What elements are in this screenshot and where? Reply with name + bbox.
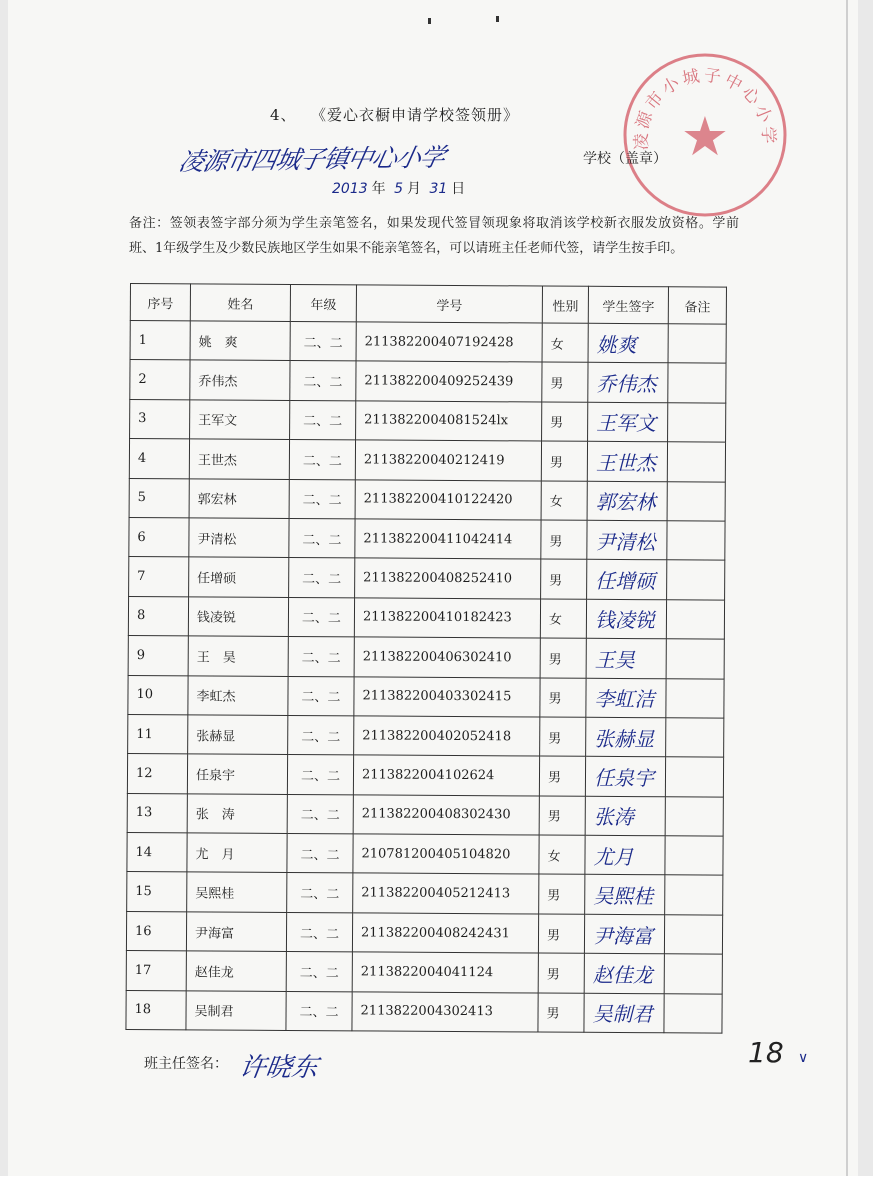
student-id: 2113822004081524lx — [356, 401, 542, 442]
student-id: 211382200408302430 — [353, 795, 539, 836]
date-month-suffix: 月 — [407, 181, 422, 197]
sex: 男 — [539, 796, 585, 836]
student-id: 211382200405212413 — [353, 873, 539, 914]
sex: 男 — [542, 402, 588, 442]
student-signature: 王昊 — [586, 638, 666, 678]
student-id: 211382200410122420 — [355, 479, 541, 520]
grade: 二、二 — [290, 400, 356, 440]
grade: 二、二 — [289, 440, 355, 480]
school-label: 学校（盖章） — [583, 151, 667, 167]
remark — [667, 560, 725, 600]
remark — [668, 324, 726, 364]
sex: 女 — [541, 481, 587, 521]
date-year: 2013 — [332, 181, 368, 197]
check-mark: ∨ — [798, 1050, 809, 1066]
student-signature: 尹海富 — [584, 914, 664, 954]
student-name: 姚 爽 — [190, 321, 290, 361]
teacher-signature-label: 班主任签名： — [144, 1056, 228, 1072]
row-index: 10 — [128, 675, 188, 715]
grade: 二、二 — [286, 991, 352, 1031]
row-index: 9 — [128, 636, 188, 676]
page-title — [270, 104, 519, 125]
student-signature: 王军文 — [588, 402, 668, 442]
remark — [666, 600, 724, 640]
sex: 男 — [540, 717, 586, 757]
col-header-student-id: 学号 — [356, 285, 542, 323]
student-id: 2113822004302413 — [352, 992, 538, 1033]
remark — [664, 915, 722, 955]
remark — [665, 836, 723, 876]
row-index: 5 — [129, 478, 189, 518]
col-header-remark: 备注 — [668, 287, 726, 324]
row-index: 16 — [126, 911, 186, 951]
student-name: 张 涛 — [187, 794, 287, 834]
student-signature: 吴熙桂 — [585, 875, 665, 915]
sex: 男 — [540, 638, 586, 678]
sex: 男 — [540, 678, 586, 718]
table-row — [127, 872, 723, 915]
grade: 二、二 — [288, 597, 354, 637]
grade: 二、二 — [289, 558, 355, 598]
remark — [664, 993, 722, 1033]
student-name: 张赫显 — [188, 715, 288, 755]
student-id: 211382200408252410 — [355, 558, 541, 599]
table-row — [129, 557, 725, 600]
student-signature: 王世杰 — [587, 441, 667, 481]
col-header-grade: 年级 — [290, 284, 356, 321]
grade: 二、二 — [286, 952, 352, 992]
table-row — [129, 439, 725, 482]
student-id: 211382200403302415 — [354, 676, 540, 717]
sex: 女 — [542, 323, 588, 363]
student-name: 李虹杰 — [188, 675, 288, 715]
page-edge — [846, 0, 848, 1176]
student-id: 2113822004041124 — [352, 952, 538, 993]
remark — [667, 521, 725, 561]
student-signature: 赵佳龙 — [584, 954, 664, 994]
scan-bottom-margin — [0, 1176, 873, 1200]
remark — [664, 954, 722, 994]
col-header-sex: 性别 — [542, 286, 588, 323]
row-index: 15 — [127, 872, 187, 912]
remark — [667, 481, 725, 521]
row-index: 17 — [126, 951, 186, 991]
student-name: 任增硕 — [189, 557, 289, 597]
school-stamp — [620, 50, 790, 220]
col-header-name: 姓名 — [190, 284, 290, 322]
remark — [668, 363, 726, 403]
student-id: 211382200408242431 — [352, 913, 538, 954]
student-signature: 吴制君 — [584, 993, 664, 1033]
student-id: 211382200402052418 — [354, 716, 540, 757]
title-number: 4、 — [270, 106, 297, 124]
student-id: 211382200407192428 — [356, 322, 542, 363]
date-line — [328, 178, 465, 198]
student-signature: 张赫显 — [586, 717, 666, 757]
sex: 男 — [538, 914, 584, 954]
row-index: 14 — [127, 833, 187, 873]
grade: 二、二 — [286, 912, 352, 952]
table-row — [127, 833, 723, 876]
table-row — [126, 911, 722, 954]
row-index: 4 — [129, 439, 189, 479]
student-signature: 任增硕 — [587, 560, 667, 600]
student-signature: 李虹洁 — [586, 678, 666, 718]
count-mark: 18 — [748, 1036, 784, 1069]
student-signature: 乔伟杰 — [588, 363, 668, 403]
sex: 男 — [541, 559, 587, 599]
row-index: 12 — [127, 754, 187, 794]
stamp-text: 凌源市小城子中心小学 — [631, 65, 779, 151]
table-row — [128, 636, 724, 679]
roster-table — [125, 283, 727, 1034]
student-name: 尹海富 — [186, 912, 286, 952]
table-row — [130, 321, 726, 364]
title-text: 《爱心衣橱申请学校签领册》 — [318, 106, 520, 124]
grade: 二、二 — [288, 676, 354, 716]
note-paragraph: 备注：签领表签字部分须为学生亲笔签名，如果发现代签冒领现象将取消该学校新衣服发放资格。学前班、1年级学生及少数民族地区学生如果不能亲笔签名，可以请班主任老师代签，请学生按手印。 — [129, 216, 739, 256]
student-name: 王世杰 — [189, 439, 289, 479]
student-signature: 尤月 — [585, 835, 665, 875]
remark — [667, 442, 725, 482]
row-index: 1 — [130, 321, 190, 361]
remark — [666, 718, 724, 758]
date-year-suffix: 年 — [371, 181, 386, 197]
remark — [668, 403, 726, 443]
table-row — [126, 951, 722, 994]
student-id: 210781200405104820 — [353, 834, 539, 875]
table-row — [128, 675, 724, 718]
grade: 二、二 — [290, 361, 356, 401]
student-id: 2113822004102624 — [353, 755, 539, 796]
grade: 二、二 — [287, 834, 353, 874]
student-id: 211382200410182423 — [354, 598, 540, 639]
stamp-star: ★ — [680, 105, 730, 168]
document-page — [8, 0, 858, 1176]
table-row — [129, 478, 725, 521]
student-id: 211382200406302410 — [354, 637, 540, 678]
sex: 男 — [538, 993, 584, 1033]
grade: 二、二 — [287, 794, 353, 834]
grade: 二、二 — [287, 755, 353, 795]
remark — [665, 796, 723, 836]
remark — [666, 639, 724, 679]
student-signature: 任泉宇 — [585, 757, 665, 797]
table-header-row — [130, 284, 726, 325]
table-row — [127, 793, 723, 836]
row-index: 2 — [130, 360, 190, 400]
student-signature: 张涛 — [585, 796, 665, 836]
student-id: 211382200411042414 — [355, 519, 541, 560]
student-name: 吴熙桂 — [187, 872, 287, 912]
table-row — [128, 596, 724, 639]
grade: 二、二 — [288, 637, 354, 677]
student-name: 钱凌锐 — [188, 597, 288, 637]
student-id: 211382200409252439 — [356, 361, 542, 402]
grade: 二、二 — [287, 873, 353, 913]
student-signature: 尹清松 — [587, 520, 667, 560]
remark — [666, 678, 724, 718]
sex: 男 — [538, 953, 584, 993]
student-name: 任泉宇 — [187, 754, 287, 794]
table-row — [128, 714, 724, 757]
table-row — [129, 517, 725, 560]
student-name: 尤 月 — [187, 833, 287, 873]
row-index: 18 — [126, 990, 186, 1030]
remark — [665, 757, 723, 797]
sex: 女 — [539, 835, 585, 875]
student-name: 乔伟杰 — [190, 360, 290, 400]
grade: 二、二 — [288, 715, 354, 755]
remark — [665, 875, 723, 915]
sex: 男 — [541, 520, 587, 560]
date-day-suffix: 日 — [451, 181, 466, 197]
student-name: 王军文 — [190, 400, 290, 440]
grade: 二、二 — [289, 518, 355, 558]
table-row — [130, 360, 726, 403]
student-id: 21138220040212419 — [355, 440, 541, 481]
student-name: 王 昊 — [188, 636, 288, 676]
sex: 男 — [539, 756, 585, 796]
student-signature: 姚爽 — [588, 323, 668, 363]
table-row — [126, 990, 722, 1033]
sex: 男 — [541, 441, 587, 481]
row-index: 7 — [129, 557, 189, 597]
student-name: 郭宏林 — [189, 478, 289, 518]
table-row — [127, 754, 723, 797]
col-header-index: 序号 — [130, 284, 190, 321]
row-index: 8 — [128, 596, 188, 636]
student-name: 吴制君 — [186, 990, 286, 1030]
table-row — [130, 399, 726, 442]
grade: 二、二 — [290, 321, 356, 361]
scan-speck — [496, 16, 499, 22]
school-name-handwritten: 凌源市四城子镇中心小学 — [176, 142, 448, 177]
row-index: 3 — [130, 399, 190, 439]
row-index: 13 — [127, 793, 187, 833]
student-signature: 钱凌锐 — [586, 599, 666, 639]
date-month: 5 — [394, 181, 404, 197]
date-day: 31 — [429, 181, 448, 197]
row-index: 11 — [128, 714, 188, 754]
teacher-signature: 许晓东 — [237, 1053, 320, 1083]
sex: 男 — [539, 874, 585, 914]
row-index: 6 — [129, 517, 189, 557]
student-name: 赵佳龙 — [186, 951, 286, 991]
student-signature: 郭宏林 — [587, 481, 667, 521]
sex: 女 — [540, 599, 586, 639]
sex: 男 — [542, 362, 588, 402]
scan-speck — [428, 18, 431, 24]
student-name: 尹清松 — [189, 518, 289, 558]
grade: 二、二 — [289, 479, 355, 519]
col-header-signature: 学生签字 — [588, 286, 668, 323]
